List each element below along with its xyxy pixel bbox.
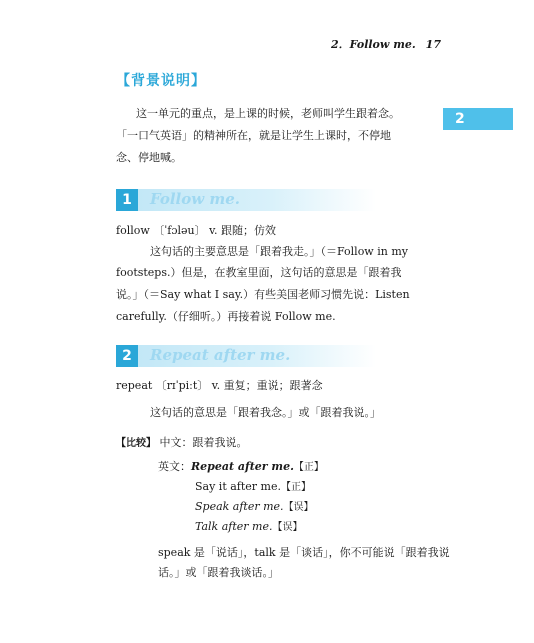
item-2-number-badge: 2: [116, 345, 138, 367]
item-1-vocab-entry: follow 〔ˈfɔləu〕 v. 跟随；仿效: [116, 224, 277, 237]
item-2-para-line-1: 这句话的意思是「跟着我念。」或「跟着我说。」: [150, 406, 381, 419]
example-mark: 【误】: [283, 502, 314, 513]
item-2-note-line-2: 话。」或「跟着我谈话。」: [158, 566, 279, 579]
intro-line-2: 「一口气英语」的精神所在，就是让学生上课时，不停地: [116, 129, 391, 142]
item-1-para-line-3: 说。」（＝Say what I say.）有些美国老师习惯先说：Listen: [116, 288, 410, 301]
english-example-4: [195, 518, 302, 533]
chapter-side-tab: [443, 108, 513, 130]
example-text: Repeat after me.: [191, 460, 294, 473]
example-mark: 【误】: [272, 522, 303, 533]
page-number: 17: [425, 38, 441, 51]
chinese-label: 中文：: [159, 436, 193, 449]
intro-line-3: 念、停地喊。: [116, 151, 182, 164]
compare-label: 【比较】: [116, 438, 156, 449]
chinese-text: 跟着我说。: [192, 436, 248, 449]
section-title: 【背景说明】: [116, 73, 206, 89]
running-header: [331, 36, 441, 52]
compare-row: [116, 434, 248, 450]
chapter-title: 2．Follow me.: [331, 38, 416, 51]
item-2-heading: Repeat after me.: [150, 346, 291, 364]
english-example-2: [195, 478, 311, 493]
example-text: Say it after me.: [195, 480, 281, 493]
item-2-note-line-1: speak 是「说话」，talk 是「谈话」，你不可能说「跟着我说: [158, 546, 450, 559]
english-label: 英文：: [158, 460, 191, 473]
item-1-para-line-4: carefully.（仔细听。）再接着说 Follow me.: [116, 310, 336, 323]
side-tab-number: 2: [455, 111, 465, 127]
item-2-vocab-entry: repeat 〔rɪˈpiːt〕 v. 重复；重说；跟著念: [116, 379, 323, 392]
english-example-1: [158, 458, 324, 474]
example-mark: 【正】: [293, 462, 324, 473]
example-mark: 【正】: [281, 482, 311, 493]
item-1-para-line-1: 这句话的主要意思是「跟着我走。」（＝Follow in my: [150, 245, 408, 258]
item-1-number-badge: 1: [116, 189, 138, 211]
item-1-para-line-2: footsteps.）但是，在教室里面，这句话的意思是「跟着我: [116, 266, 402, 279]
intro-line-1: 这一单元的重点，是上课的时候，老师叫学生跟着念。: [136, 107, 400, 120]
item-1-heading: Follow me.: [150, 190, 241, 208]
example-text: Speak after me.: [195, 500, 284, 513]
english-example-3: [195, 498, 314, 513]
example-text: Talk after me.: [195, 520, 273, 533]
